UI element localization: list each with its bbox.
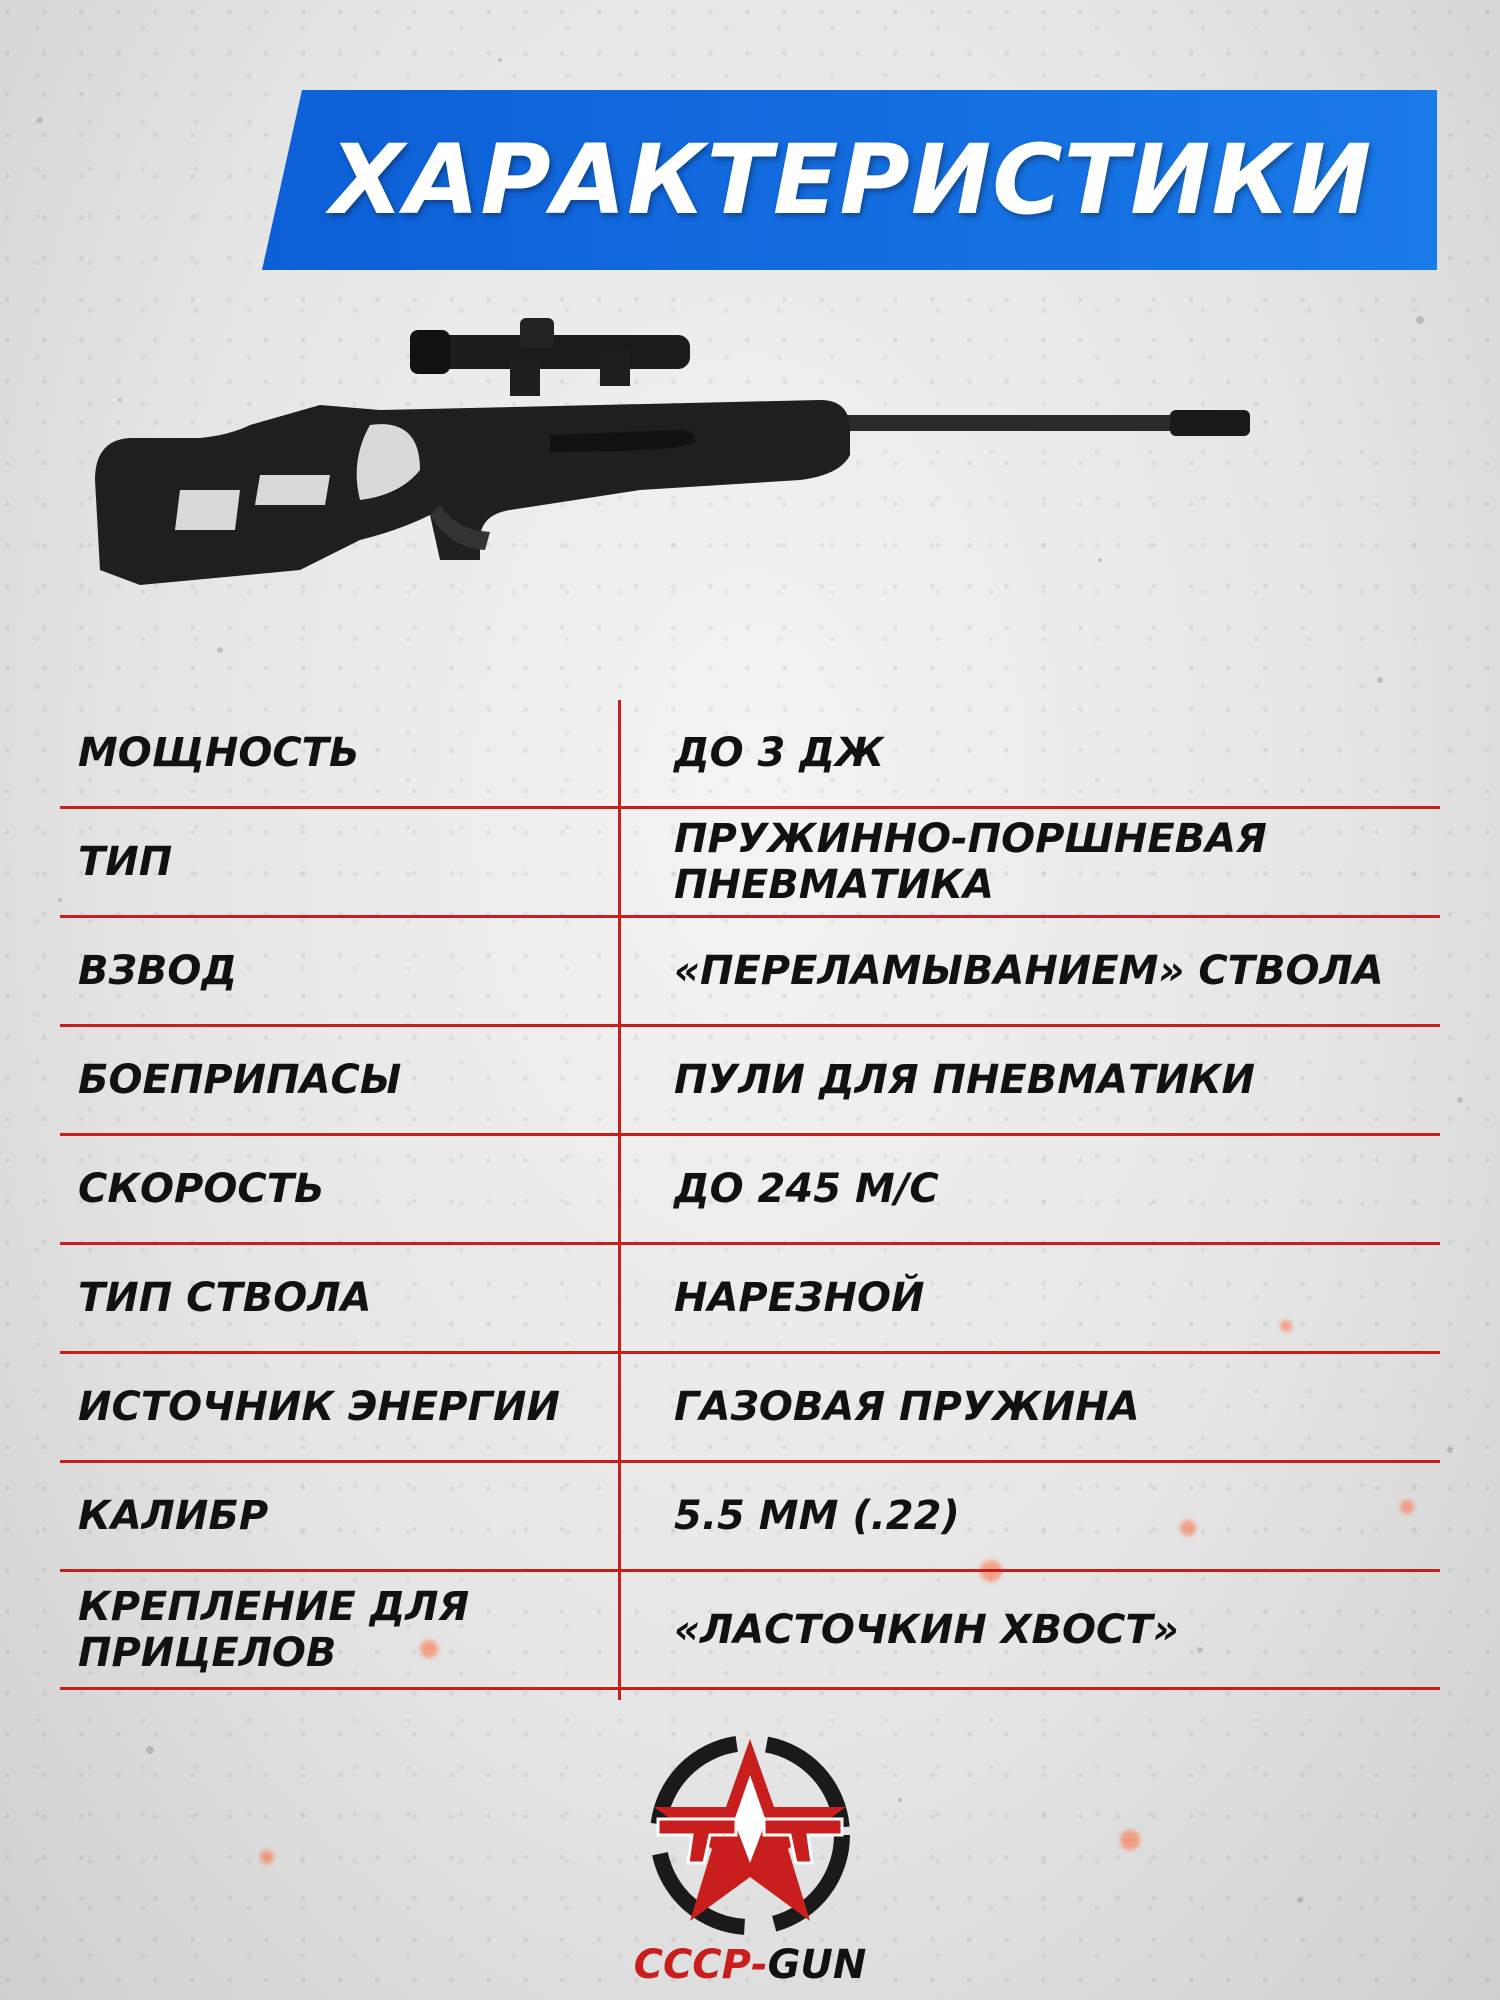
- spec-value: ПУЛИ ДЛЯ ПНЕВМАТИКИ: [674, 1057, 1255, 1103]
- spec-row: [60, 1572, 1440, 1690]
- spec-label: МОЩНОСТЬ: [78, 730, 360, 776]
- spec-label: КАЛИБР: [78, 1493, 269, 1539]
- spec-label: БОЕПРИПАСЫ: [78, 1057, 402, 1103]
- spec-value: 5.5 ММ (.22): [674, 1493, 960, 1539]
- logo-text-red: СССР: [633, 1942, 751, 1988]
- spec-value: «ЛАСТОЧКИН ХВОСТ»: [674, 1606, 1179, 1653]
- spec-label: КРЕПЛЕНИЕ ДЛЯ ПРИЦЕЛОВ: [78, 1583, 470, 1676]
- logo-text-dash: -: [750, 1942, 768, 1988]
- spec-row: [60, 1245, 1440, 1354]
- spec-row: [60, 1463, 1440, 1572]
- spec-row: [60, 1354, 1440, 1463]
- page-title: ХАРАКТЕРИСТИКИ: [330, 124, 1373, 236]
- star-pistols-icon: [640, 1735, 860, 1935]
- spec-value: ДО 3 ДЖ: [674, 730, 884, 776]
- spec-value: ДО 245 М/С: [674, 1166, 939, 1212]
- spec-row: [60, 1027, 1440, 1136]
- spec-value: ПРУЖИННО-ПОРШНЕВАЯ ПНЕВМАТИКА: [674, 816, 1267, 908]
- spec-label: ТИП СТВОЛА: [78, 1275, 372, 1321]
- spec-label: СКОРОСТЬ: [78, 1166, 325, 1212]
- rifle-image: [80, 300, 1260, 620]
- spec-label: ИСТОЧНИК ЭНЕРГИИ: [78, 1384, 560, 1430]
- spec-row: [60, 1136, 1440, 1245]
- spec-value: НАРЕЗНОЙ: [674, 1275, 925, 1321]
- spec-label: ТИП: [78, 839, 173, 885]
- spec-row: [60, 809, 1440, 918]
- spec-label: ВЗВОД: [78, 948, 238, 994]
- specs-table: [60, 700, 1440, 1690]
- column-divider: [618, 700, 621, 1700]
- logo-text: [620, 1942, 880, 1988]
- spec-value: ГАЗОВАЯ ПРУЖИНА: [674, 1384, 1140, 1430]
- spec-value: «ПЕРЕЛАМЫВАНИЕМ» СТВОЛА: [674, 948, 1384, 994]
- spec-row: [60, 700, 1440, 809]
- spec-row: [60, 918, 1440, 1027]
- logo-text-black: GUN: [767, 1942, 867, 1988]
